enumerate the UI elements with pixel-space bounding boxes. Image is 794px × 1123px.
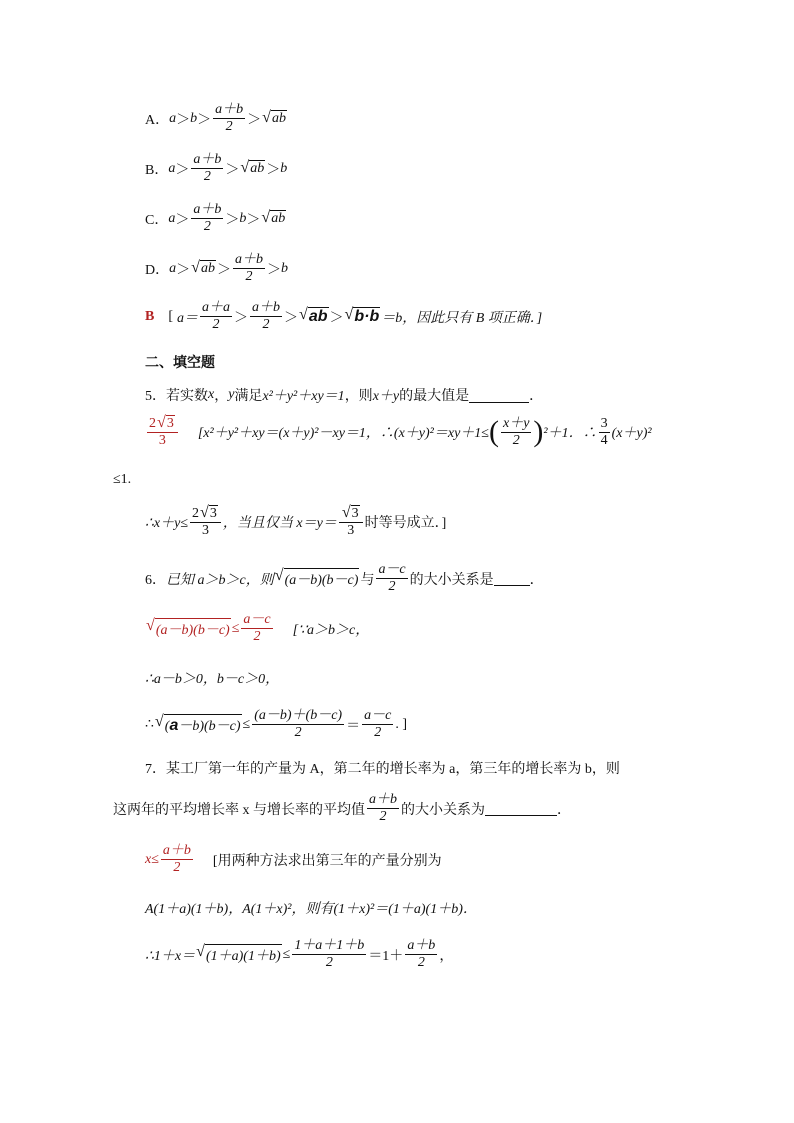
op: ＞	[216, 262, 231, 278]
text: 这两年的平均增长率 x 与增长率的平均值	[113, 802, 365, 818]
sqrt: √ ab	[262, 109, 286, 127]
option-label: C．	[145, 212, 169, 228]
section-title: 二、填空题	[145, 354, 215, 370]
answer-6-line2: ∴a－b＞0，b－c＞0，	[145, 672, 280, 687]
paren: )	[533, 415, 544, 449]
op: ＞	[247, 112, 262, 128]
question-number: 5．	[145, 389, 166, 404]
question-5	[145, 385, 543, 405]
option-label: D．	[145, 262, 170, 278]
question-number: 7．	[145, 762, 166, 777]
sqrt: √ (1＋a)(1＋b)	[196, 943, 281, 965]
question-7-line1	[145, 758, 620, 778]
fraction: $\frac{a-c}{2}$	[364, 708, 392, 741]
expr: a＝	[177, 310, 199, 326]
text: 的最大值是	[399, 389, 470, 404]
fraction: 2 √ 3 3	[190, 505, 221, 539]
expr: [∵a＞b＞c，	[292, 622, 370, 638]
text: ∴	[145, 717, 154, 733]
expr: ∴1＋x＝	[145, 948, 196, 964]
text: 的大小关系为	[401, 802, 485, 818]
text: ．	[557, 802, 571, 818]
op: ＝1＋	[368, 948, 404, 964]
answer-value: 2 √ 3 3	[147, 415, 178, 449]
expr: ＝b，因此只有 B 项正确．]	[381, 310, 543, 326]
answer-6-line3	[145, 708, 407, 741]
op: ＞	[176, 112, 191, 128]
text: [用两种方法求出第三年的产量分别为	[212, 853, 442, 869]
answer-5-line3	[145, 505, 446, 539]
answer-value: x≤	[145, 851, 159, 867]
op: ＞	[246, 212, 261, 228]
expr: ²＋1．∴	[543, 426, 597, 442]
sqrt: √ ab	[240, 159, 265, 177]
op: ＞	[266, 262, 281, 278]
expr: x＋y	[372, 389, 400, 404]
op: ＞	[225, 212, 240, 228]
var: x	[208, 387, 215, 402]
answer-4	[145, 300, 542, 333]
text: 满足	[234, 389, 263, 404]
option-label: A．	[145, 112, 170, 128]
sqrt: √ ab	[299, 306, 328, 326]
var: a	[169, 110, 177, 126]
text: ．	[529, 389, 544, 404]
var: a	[168, 160, 176, 176]
paren: (	[488, 415, 499, 449]
fraction: $\frac{a-c}{2}$	[378, 562, 406, 595]
fraction: $\frac{x+y}{2}$	[502, 415, 530, 448]
text: 若实数	[166, 389, 208, 404]
answer-blank	[469, 388, 529, 403]
op: ＞	[197, 112, 212, 128]
fraction: $\frac{1+a+1+b}{2}$	[294, 938, 365, 971]
expr: x²＋y²＋xy＝1	[262, 389, 345, 404]
text: ，	[439, 948, 454, 964]
text: 已知 a＞b＞c，则	[166, 572, 274, 588]
expr: ，当且仅当 x＝y＝	[222, 516, 337, 532]
text: 的大小关系是	[409, 572, 494, 588]
fraction: $\frac{a+b}{2}$	[193, 202, 222, 235]
expr: (x＋y)²	[611, 426, 652, 442]
op: ＝	[346, 718, 361, 734]
var: a	[169, 260, 177, 276]
text: ，	[214, 389, 229, 404]
fraction: $\frac{a+b}{2}$	[162, 843, 191, 876]
question-7-line2	[113, 792, 571, 825]
fraction: $\frac{(a-b)+(b-c)}{2}$	[254, 708, 343, 741]
sqrt: √ (a－b)(b－c)	[274, 567, 359, 589]
var: b	[280, 260, 288, 276]
fraction: $\frac{a+b}{2}$	[252, 300, 281, 333]
text: . ]	[395, 716, 407, 732]
expr: ∴x＋y≤	[145, 516, 189, 532]
op: ＞	[284, 310, 299, 326]
fraction: $\frac{a+b}{2}$	[234, 252, 263, 285]
op: ≤	[242, 716, 251, 732]
fraction: $\frac{a+b}{2}$	[407, 938, 436, 971]
sqrt: √ ab	[191, 259, 215, 277]
var: b	[239, 210, 247, 226]
option-d	[145, 252, 288, 285]
option-label: B．	[145, 162, 169, 178]
answer-7-line2: A(1＋a)(1＋b)，A(1＋x)²，则有(1＋x)²＝(1＋a)(1＋b)．	[145, 902, 477, 917]
option-c	[145, 202, 287, 235]
sqrt: √ (a－b)(b－c)	[154, 713, 241, 735]
var: a	[168, 210, 176, 226]
text: ，则	[344, 389, 373, 404]
text: ．	[529, 572, 544, 588]
sqrt: √ ab	[261, 209, 286, 227]
op: ＞	[329, 310, 344, 326]
op: ＞	[176, 262, 191, 278]
sqrt: √ b·b	[344, 306, 380, 326]
answer-5-line2: ≤1.	[113, 472, 132, 487]
answer-7-line1	[145, 843, 442, 876]
fraction: √ 3 3	[339, 505, 363, 539]
op: ≤	[282, 946, 291, 962]
fraction: $\frac{a+b}{2}$	[215, 102, 244, 135]
op: ＞	[266, 162, 281, 178]
answer-blank	[485, 801, 557, 816]
expr: [x²＋y²＋xy＝(x＋y)²－xy＝1，∴(x＋y)²＝xy＋1≤	[197, 426, 489, 442]
fraction: $\frac{a-c}{2}$	[243, 612, 271, 645]
text: 时等号成立．]	[364, 516, 447, 532]
text: 与	[360, 572, 375, 588]
fraction: $\frac{3}{4}$	[600, 415, 608, 448]
question-6	[145, 562, 544, 595]
op: ＞	[225, 162, 240, 178]
bracket: [	[168, 308, 174, 324]
var: y	[228, 387, 235, 402]
question-number: 6．	[145, 572, 166, 588]
fraction: $\frac{a+a}{2}$	[202, 300, 231, 333]
fraction: $\frac{a+b}{2}$	[369, 792, 397, 825]
var: b	[280, 160, 288, 176]
text: 某工厂第一年的产量为 A，第二年的增长率为 a，第三年的增长率为 b，则	[166, 762, 620, 777]
op: ＞	[175, 212, 190, 228]
option-a	[145, 102, 288, 135]
answer-6-line1	[145, 612, 369, 645]
answer-7-line3	[145, 938, 453, 971]
var: b	[190, 110, 198, 126]
op: ＞	[234, 310, 249, 326]
answer-5-line1	[145, 415, 652, 449]
op: ≤	[231, 620, 240, 636]
fraction: $\frac{a+b}{2}$	[193, 152, 222, 185]
op: ＞	[175, 162, 190, 178]
option-b	[145, 152, 287, 185]
answer-blank	[494, 571, 530, 586]
sqrt: √ (a－b)(b－c)	[146, 617, 230, 639]
answer-letter: B	[145, 308, 155, 324]
